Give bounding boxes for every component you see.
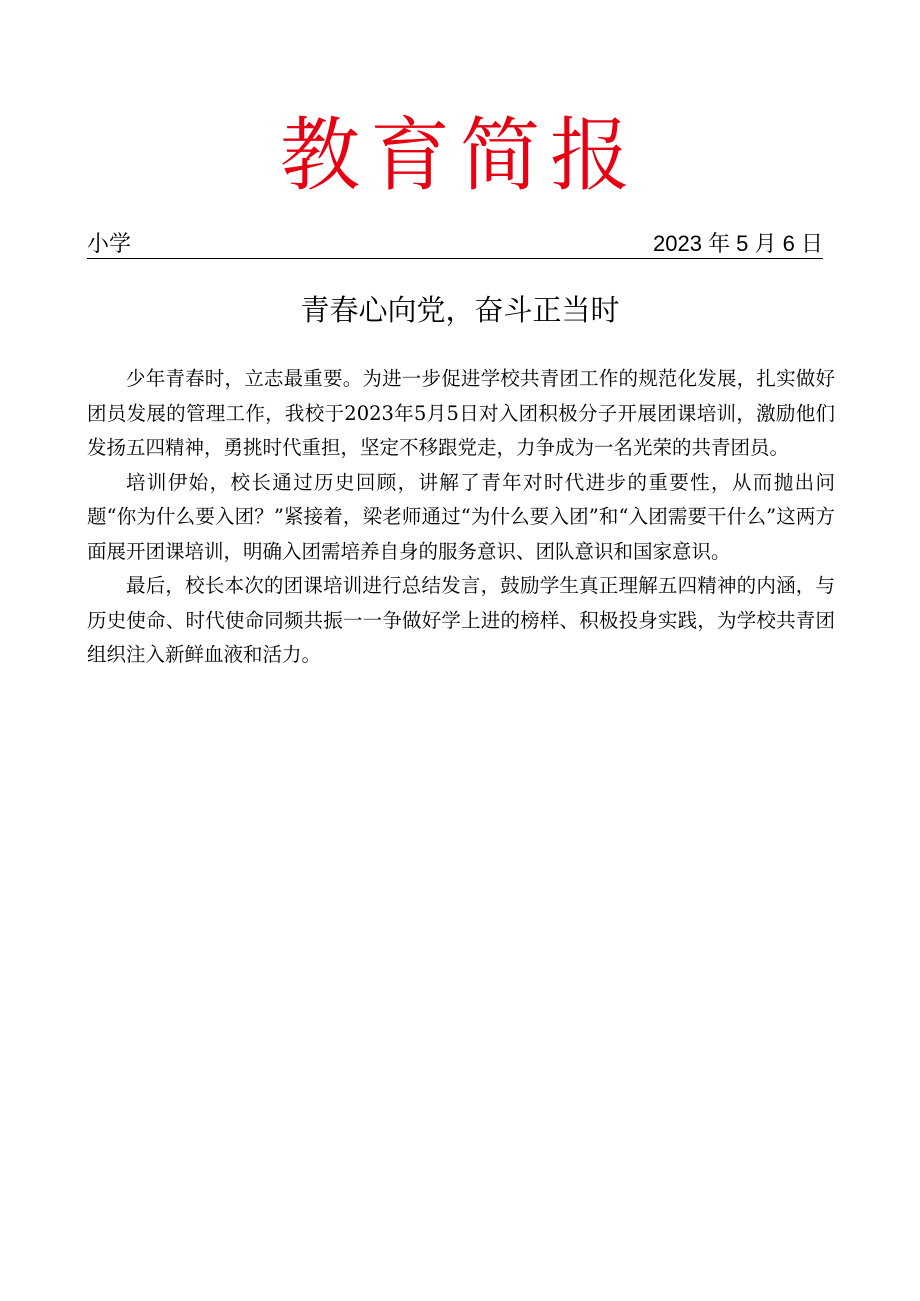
paragraph-2: 培训伊始，校长通过历史回顾，讲解了青年对时代进步的重要性，从而抛出问题“你为什么要入团？”紧接着，梁老师通过“为什么要入团”和“入团需要干什么”这两方面展开团课培训，明确入团需培养自身的服务意识、团队意识和国家意识。 <box>87 470 835 563</box>
issue-date: 2023 年 5 月 6 日 <box>653 231 823 256</box>
paragraph-1: 少年青春时，立志最重要。为进一步促进学校共青团工作的规范化发展，扎实做好团员发展的管理工作，我校于2023年5月5日对入团积极分子开展团课培训，激励他们发扬五四精神，勇挑时代重担，坚定不移跟党走，力争成为一名光荣的共青团员。 <box>87 367 835 459</box>
article-body <box>87 362 835 673</box>
issue-line <box>87 226 823 259</box>
paragraph-3: 最后，校长本次的团课培训进行总结发言，鼓励学生真正理解五四精神的内涵，与历史使命、时代使命同频共振一一争做好学上进的榜样、积极投身实践，为学校共青团组织注入新鲜血液和活力。 <box>87 574 835 666</box>
school-name: 小学 <box>87 231 132 256</box>
article-title: 青春心向党，奋斗正当时 <box>300 293 620 327</box>
masthead-title: 教育简报 <box>280 109 640 202</box>
